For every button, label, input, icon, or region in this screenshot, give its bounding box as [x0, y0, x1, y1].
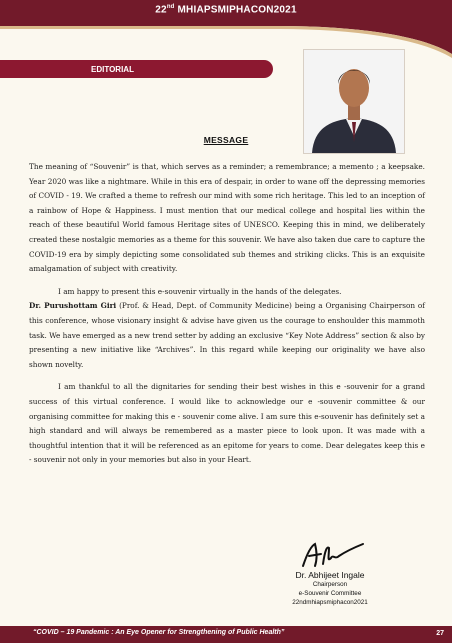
- section-banner: [0, 60, 273, 78]
- conference-ordinal: nd: [166, 4, 175, 11]
- chairperson-name: Dr. Purushottam Giri: [29, 301, 117, 311]
- signatory-committee: e-Souvenir Committee: [298, 590, 362, 597]
- handwritten-signature: [295, 540, 365, 570]
- paragraph-2: [29, 285, 425, 373]
- conference-number: 22: [155, 4, 167, 16]
- page-number: 27: [436, 630, 444, 637]
- signatory-event: 22ndmhiapsmiphacon2021: [292, 599, 368, 606]
- paragraph-1: The meaning of “Souvenir” is that, which serves as a reminder; a remembrance; a memento ; a keepsake. Year 2020 was like a nightmare. While in this era of despair, in order to wane off the depressing memories of COVID - 19. We crafted a theme to refresh our mind with some rich heritage. This led to an inception of a rainbow of Hope & Happiness. I must mention that our medical college and hospital lies within the reach of these beautiful World famous Heritage sites of UNESCO. Keeping this in mind, we deliberately created these nostalgic memories as a theme for this souvenir. We have also taken due care to capture the COVID-19 era by simply depicting some consolidated sub themes and striking clicks. This is an exquisite amalgamation of subject with creativity.: [29, 162, 425, 274]
- signatory-name: Dr. Abhijeet Ingale: [295, 570, 365, 580]
- signatory-role: Chairperson: [312, 581, 348, 588]
- section-label: EDITORIAL: [91, 64, 134, 74]
- paragraph-2-intro: I am happy to present this e-souvenir virtually in the hands of the delegates.: [58, 286, 342, 296]
- paragraph-3: I am thankful to all the dignitaries for sending their best wishes in this e -souvenir for a grand success of this virtual conference. I would like to acknowledge our e -souvenir committee & our organising committee for making this e - souvenir come alive. I am sure this e-souvenir has definitely set a high standard and will always be remembered as a master piece to look upon. It was made with a thoughtful intention that it will be referenced as an epitome for years to come. Dear delegates keep this e - souvenir not only in your memories but also in your Heart.: [29, 382, 425, 465]
- signature-block: [260, 540, 400, 607]
- footer-tagline: “COVID – 19 Pandemic : An Eye Opener for Strengthening of Public Health”: [33, 629, 285, 636]
- message-heading-text: MESSAGE: [203, 135, 249, 145]
- paragraph-2-rest: (Prof. & Head, Dept. of Community Medicine) being a Organising Chairperson of this conference, whose visionary insight & advise have given us the courage to enshoulder this mammoth task. We have emerged as a new trend setter by adding an exclusive “Key Note Address” section & also by presenting a new initiative like “Archives”. In this regard while keeping our originality we have also shown novelty.: [29, 301, 426, 369]
- conference-name: MHIAPSMIPHACON2021: [174, 4, 297, 16]
- message-body: [29, 160, 425, 476]
- message-heading: [0, 135, 452, 145]
